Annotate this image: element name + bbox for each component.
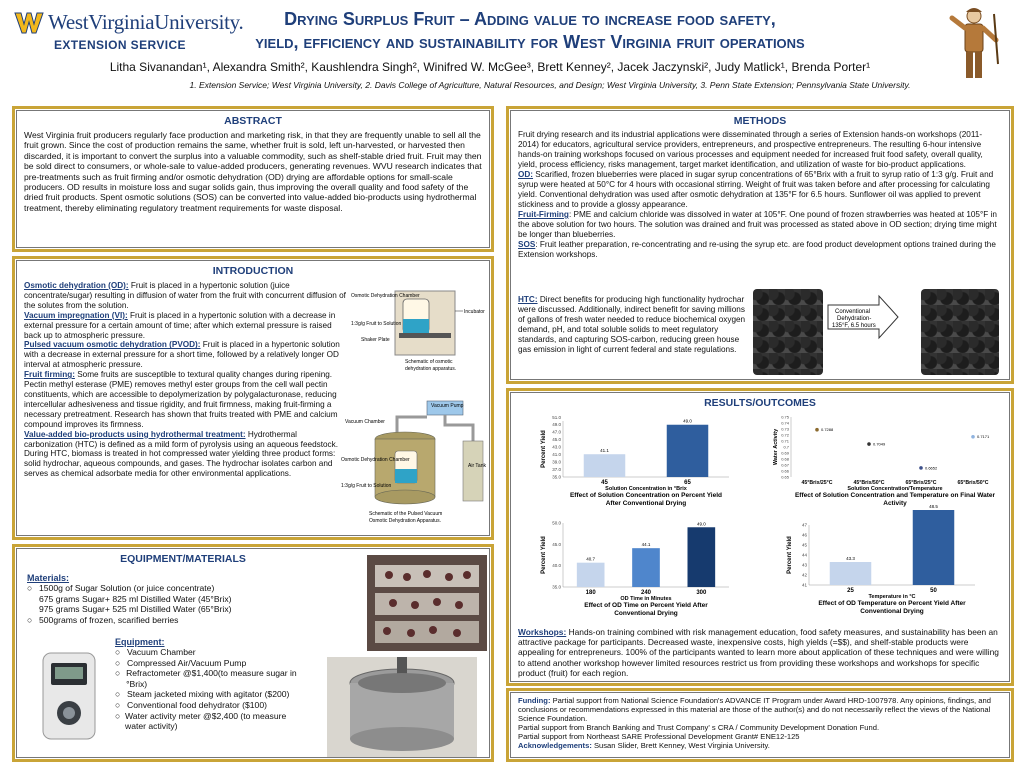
methods-ff-term: Fruit-Firming	[518, 210, 569, 219]
methods-intro: Fruit drying research and its industrial applications were disseminated through a series of Extension hands-on workshops (2011-2014) for educators, agricultural service providers, entrepreneurs, and prospective entrepreneurs. The resulting 6-hour intensive hands-on training workshops focused on various processes and equipment needed for increased fruit food safety, overall quality, yield, process efficiency, risks management, target market identification, and utilization of waste for bio-product applications.	[518, 130, 983, 169]
methods-htc-term: HTC:	[518, 295, 538, 304]
materials-subitem: 675 grams Sugar+ 825 ml Distilled Water (45°Brix)	[39, 593, 232, 604]
y-tick-label: 39.0	[552, 459, 561, 465]
data-point	[815, 428, 819, 432]
materials-item: ○ 1500g of Sugar Solution (or juice concentrate)	[27, 583, 215, 593]
y-tick-label: 0.71	[781, 438, 789, 444]
y-tick-label: 0.75	[781, 414, 789, 420]
diagram1-chamber-label: Osmotic Dehydration Chamber	[351, 293, 420, 299]
equipment-item: ○ Steam jacketed mixing with agitator ($200)	[115, 689, 290, 700]
chart-title: Conventional Drying	[860, 608, 924, 615]
mountaineer-mascot-icon	[944, 4, 1004, 84]
data-label: 41.1	[600, 448, 609, 454]
bullet-icon: ○	[115, 699, 121, 710]
y-tick-label: 45.0	[552, 541, 561, 547]
intro-term-htc: Value-added bio-products using hydrothermal treatment:	[24, 429, 246, 439]
arrow-label-3: 135°F, 6.5 hours	[832, 323, 876, 329]
bullet-icon: ○	[115, 668, 121, 679]
chart-title: Effect of OD Temperature on Percent Yield After	[818, 600, 966, 607]
data-point	[919, 466, 923, 470]
chart-od-temperature-yield	[785, 504, 985, 619]
bullet-icon: ○	[27, 614, 33, 625]
y-axis-label: Percent Yield	[541, 430, 547, 468]
intro-text-od: Fruit is placed in a hypertonic solution (juice concentrate/sugar) resulting in diffusion of water from the fruit with concurrent diffusion of the solutes from the solution.	[24, 281, 346, 310]
y-tick-label: 37.0	[552, 467, 561, 473]
intro-text-htc: Hydrothermal carbonization (HTC) is defined as a mild form of pyrolysis using an aqueous feedstock. During HTC, biomass is treated in hot compressed water yielding three product forms: solid hydrochar, aqueous compounds, and gases. The hydrochar isolates carbon and serves as chemical adsorbate media for other environmental applications.	[24, 429, 339, 479]
authors: Litha Sivanandan¹, Alexandra Smith², Kaushlendra Singh², Winifred W. McGee³, Brett Kenney², Jacek Jaczynski², Judy Matlick¹, Brenda Porter¹	[109, 60, 871, 74]
refractometer-photo	[39, 651, 99, 741]
equipment-item: ○ Refractometer @$1,400(to measure sugar in °Brix)	[115, 668, 297, 689]
y-tick-label: 43	[801, 562, 807, 568]
diagram2-caption-2: Osmotic Dehydration Apparatus.	[369, 518, 441, 524]
chart-title: Conventional Drying	[614, 610, 678, 617]
arrow-label-2: Dehydration-	[837, 316, 872, 322]
y-tick-label: 0.66	[781, 468, 789, 474]
methods-title: METHODS	[733, 115, 787, 127]
y-tick-label: 47.0	[552, 429, 561, 435]
y-tick-label: 0.68	[781, 456, 789, 462]
y-tick-label: 0.67	[781, 462, 789, 468]
equipment-item: ○ Water activity meter @$2,400 (to measure water activity)	[115, 710, 287, 732]
funding-panel	[506, 688, 1014, 762]
diagram2-odchamber-label: Osmotic Dehydration Chamber	[341, 457, 410, 463]
pvod-apparatus-diagram	[341, 397, 491, 527]
equipment-section	[115, 637, 305, 732]
wvu-logo	[14, 8, 244, 58]
chart-title: Activity	[883, 500, 907, 507]
workshops-term: Workshops:	[518, 627, 567, 637]
chart-title: After Conventional Drying	[605, 500, 687, 507]
y-tick-label: 45	[801, 542, 807, 548]
intro-text-pvod: Fruit is placed in a hypertonic solution with a decrease in external pressure for a short time, followed by a relatively longer OD interval at atmospheric pressure.	[24, 340, 340, 370]
x-tick-label: 65°Brix/25°C	[905, 480, 937, 486]
logo-extension-service: EXTENSION SERVICE	[54, 38, 186, 52]
materials-list	[27, 583, 357, 625]
y-tick-label: 44	[801, 552, 807, 558]
methods-text	[518, 130, 1002, 260]
x-tick-label: 45	[601, 480, 608, 486]
materials-item: ○ 500grams of frozen, scarified berries	[27, 614, 179, 625]
equipment-title: EQUIPMENT/MATERIALS	[120, 553, 246, 565]
berries-after-photo	[921, 289, 999, 375]
diagram2-pump-label: Vacuum Pump	[431, 403, 464, 409]
funding-line-1: Funding: Partial support from National Science Foundation's ADVANCE IT Program under Award HRD-1007978. Any opinions, findings, and conclusions or recommendations expressed in this material are those of the author(s) and do not necessarily reflect the views of the National Science Foundation.	[518, 696, 991, 724]
materials-subitem: 975 grams Sugar+ 525 ml Distilled Water (65°Brix)	[39, 604, 232, 615]
chart-od-time-yield	[539, 515, 739, 619]
y-tick-label: 43.0	[552, 444, 561, 450]
data-label: 49.0	[683, 418, 692, 424]
y-tick-label: 40.0	[552, 563, 561, 569]
diagram2-caption-1: Schematic of the Pulsed Vacuum	[369, 511, 443, 517]
y-tick-label: 35.0	[552, 474, 561, 480]
diagram1-plate-label: Shaker Plate	[361, 337, 390, 343]
methods-sos: SOS: Fruit leather preparation, re-concentrating and re-using the syrup etc. are food product development options trained during the Extension workshops.	[518, 240, 996, 259]
y-tick-label: 49.0	[552, 422, 561, 428]
bullet-icon: ○	[115, 710, 121, 721]
diagram1-caption-2: dehydration apparatus.	[405, 366, 457, 372]
data-label: 0.6652	[925, 465, 938, 471]
x-axis-label: Solution Concentration in °Brix	[605, 486, 687, 492]
y-tick-label: 35.0	[552, 584, 561, 590]
bullet-icon: ○	[27, 583, 33, 593]
bar	[688, 527, 716, 587]
diagram2-tank-label: Air Tank	[468, 463, 486, 469]
bullet-icon: ○	[115, 689, 121, 700]
y-tick-label: 0.74	[781, 420, 789, 426]
x-axis-label: Solution Concentration/Temperature	[847, 486, 943, 492]
x-tick-label: 25	[847, 588, 854, 594]
x-tick-label: 50	[930, 588, 937, 594]
y-tick-label: 41.0	[552, 452, 561, 458]
equipment-panel	[12, 544, 494, 762]
diagram1-caption-1: Schematic of osmotic	[405, 359, 453, 365]
materials-section	[27, 573, 357, 625]
berries-before-photo	[753, 289, 823, 375]
bullet-icon: ○	[115, 657, 121, 668]
abstract-text: West Virginia fruit producers regularly face production and marketing risk, in that they are frequently unable to sell all the fruit grown. Since the cost of production remains the same, whether fruit is sold, left un-harvested, or harvested then discarded, it is important to convert the surplus into a valuable commodity, such as shelf-stable dried fruit. Fruit may then be sold direct to consumers, or whole-sale to value-added producers, generating revenues. WVU research indicates that pre-treatments such as fruit firming and/or osmotic dehydration (OD) drying are affordable options for small-scale producers. OD results in moisture loss and sugar solids gain, thus improving the overall quality and food safety of the dried fruit products. Spent osmotic solutions (SOS) can be converted into value-added bio-products using hydrothermal treatment, thereby eliminating regulatory treatment requirements for waste disposal.	[24, 130, 482, 213]
bar	[830, 562, 872, 585]
equipment-list	[115, 647, 305, 732]
intro-term-pvod: Pulsed vacuum osmotic dehydration (PVOD):	[24, 340, 201, 350]
diagram2-vchamber-label: Vacuum Chamber	[345, 419, 385, 425]
materials-title: Materials:	[27, 573, 70, 583]
chart-title: Effect of Solution Concentration and Temperature on Final Water	[794, 492, 996, 499]
funding-line-2: Partial support from Branch Banking and Trust Company' s CRA / Community Development Donation Fund.	[518, 723, 880, 733]
funding-text	[518, 696, 1002, 751]
diagram2-ratio-label: 1:3g/g Fruit to Solution	[341, 483, 392, 489]
equipment-item: ○ Vacuum Chamber	[115, 647, 196, 657]
y-tick-label: 41	[801, 582, 807, 588]
bar	[577, 563, 605, 587]
y-axis-label: Percent Yield	[787, 536, 793, 574]
y-tick-label: 46	[801, 532, 807, 538]
data-label: 43.3	[846, 556, 855, 561]
methods-firming: Fruit-Firming: PME and calcium chloride was dissolved in water at 105°F. One pound of frozen strawberries was heated at 105°F in the above solution for two hours. The solution was drained and fruit was processed as stated above in OD section; drying time might be longer than blueberries.	[518, 210, 997, 239]
x-tick-label: 65°Brix/50°C	[957, 480, 989, 486]
arrow-label-1: Conventional	[835, 309, 871, 315]
bar	[584, 454, 626, 477]
equipment-list-title: Equipment:	[115, 637, 165, 647]
data-label: 49.0	[696, 521, 706, 527]
intro-text-firming: Some fruits are susceptible to textural quality changes during ripening. Pectin methyl esterase (PME) removes methyl ester groups from the cell wall pectin constituents, which are accessible to depolymerization by polygalacturonase, reducing intercellular adhesiveness and tissue rigidity, and fruit firmness, making fruit-firming a necessary pretreatment. Research has shown that fruits treated with PME and calcium compound improves its firmness.	[24, 370, 338, 429]
diagram1-incubator-label: Incubator	[464, 309, 485, 315]
methods-panel	[506, 106, 1014, 384]
data-label: 0.7288	[821, 427, 834, 433]
logo-university-name: WestVirginiaUniversity.	[48, 10, 244, 34]
results-panel	[506, 388, 1014, 686]
abstract-title: ABSTRACT	[224, 115, 282, 127]
y-tick-label: 0.65	[781, 474, 789, 480]
data-label: 0.7171	[977, 434, 990, 440]
equipment-item: ○ Conventional food dehydrator ($100)	[115, 699, 267, 710]
title-line-1: Drying Surplus Fruit – Adding value to increase food safety,	[284, 9, 776, 29]
x-tick-label: 240	[640, 590, 652, 596]
chart-water-activity	[763, 411, 1003, 515]
x-axis-label: OD Time in Minutes	[620, 596, 672, 602]
x-tick-label: 45°Brix/25°C	[801, 480, 833, 486]
bar	[632, 548, 660, 587]
y-axis-label: Water Activity	[773, 428, 779, 466]
equipment-item: ○ Compressed Air/Vacuum Pump	[115, 657, 247, 668]
intro-term-vi: Vacuum impregnation (VI):	[24, 310, 128, 320]
methods-htc: HTC: Direct benefits for producing high functionality hydrochar were discussed. Additionally, indirect benefit for saving millions of gallons of fresh water needed to reduce biochemical oxygen demand, pH, and total soluble solids to meet regulatory standards, and capturing SOS-carbon, reducing green house gas emission in light of current federal and state regulations.	[518, 295, 746, 354]
y-tick-label: 0.73	[781, 426, 789, 432]
x-tick-label: 300	[696, 590, 707, 596]
wv-logo-icon	[14, 10, 44, 36]
y-tick-label: 0.69	[781, 450, 789, 456]
x-tick-label: 180	[585, 590, 596, 596]
title-line-2: yield, efficiency and sustainability for West Virginia fruit operations	[255, 32, 805, 52]
poster-title	[180, 8, 880, 54]
bullet-icon: ○	[115, 647, 121, 657]
osmotic-apparatus-diagram	[347, 287, 487, 377]
y-tick-label: 47	[801, 522, 807, 528]
y-tick-label: 45.0	[552, 437, 561, 443]
data-point	[867, 442, 871, 446]
y-axis-label: Percent Yield	[541, 536, 547, 574]
data-point	[971, 435, 975, 439]
intro-text-vi: Fruit is placed in a hypertonic solution with a decrease in external pressure for a certain amount of time; after which external pressure is raised back up to atmospheric pressure.	[24, 310, 336, 340]
abstract-panel	[12, 106, 494, 252]
y-tick-label: 50.0	[552, 520, 561, 526]
chart-concentration-yield	[539, 415, 739, 515]
acknowledgements-label: Acknowledgements:	[518, 741, 592, 751]
steam-kettle-photo	[327, 657, 477, 757]
bar	[913, 510, 955, 585]
affiliations: 1. Extension Service; West Virginia University, 2. Davis College of Agriculture, Natural Resources, and Design; West Virginia University, 3. Penn State Extension; Pennsylvania State University.	[189, 80, 911, 90]
intro-term-firming: Fruit firming:	[24, 370, 75, 380]
chart-title: Effect of Solution Concentration on Percent Yield	[569, 492, 723, 499]
dehydration-arrow	[827, 295, 899, 339]
results-title: RESULTS/OUTCOMES	[704, 397, 816, 409]
x-tick-label: 45°Brix/50°C	[853, 480, 885, 486]
methods-od: OD: Scarified, frozen blueberries were placed in sugar syrup concentrations of 65°Brix with a fruit to syrup ratio of 1:3 g/g. Fruit and syrup were heated at 50°C for 4 hours with occasional stirring. Weight of fruit was taken before and after processing for calculating yield. Conventional dehydration was used after osmotic dehydration at 135°F for 6.5 hours. Sunflower oil was applied to prevent stickiness and to provide a glossy appearance.	[518, 170, 994, 209]
diagram1-ratio-label: 1:3g/g Fruit to Solution	[351, 321, 402, 327]
dehydrator-trays-photo	[367, 555, 487, 651]
y-tick-label: 0.7	[783, 444, 789, 450]
introduction-text	[24, 281, 346, 479]
x-axis-label: Temperature in °C	[868, 594, 916, 600]
methods-sos-term: SOS	[518, 240, 536, 249]
introduction-title: INTRODUCTION	[212, 265, 294, 277]
poster-header	[0, 0, 1024, 98]
data-label: 44.1	[641, 542, 651, 548]
workshops-text: Workshops: Hands-on training combined with risk management education, food safety measures, and sustainability has been an attractive package for participants. Decreased waste, inexpensive costs, high yields (=$$), and shelf-stable products were appealing for entrepreneurs. 100% of the participants wanted to learn more about application of these techniques and were willing to attend another workshop however limited resources restrict us from providing these workshops and workshops for specific product (fruit) for each region.	[518, 627, 999, 678]
data-label: 48.5	[929, 504, 938, 509]
data-label: 0.7049	[873, 441, 886, 447]
acknowledgements: Acknowledgements: Susan Slider, Brett Kenney, West Virginia University.	[518, 741, 770, 751]
data-label: 40.7	[586, 556, 596, 562]
bar	[667, 425, 709, 477]
introduction-panel	[12, 256, 494, 540]
funding-line-3: Partial support from Northeast SARE Professional Development Grant# ENE12-125	[518, 732, 800, 742]
chart-title: Effect of OD Time on Percent Yield After	[584, 602, 708, 609]
methods-od-term: OD:	[518, 170, 534, 179]
x-tick-label: 65	[684, 480, 691, 486]
y-tick-label: 42	[801, 572, 807, 578]
intro-term-od: Osmotic dehydration (OD):	[24, 281, 129, 290]
y-tick-label: 51.0	[552, 414, 561, 420]
y-tick-label: 0.72	[781, 432, 789, 438]
funding-label: Funding:	[518, 696, 551, 705]
